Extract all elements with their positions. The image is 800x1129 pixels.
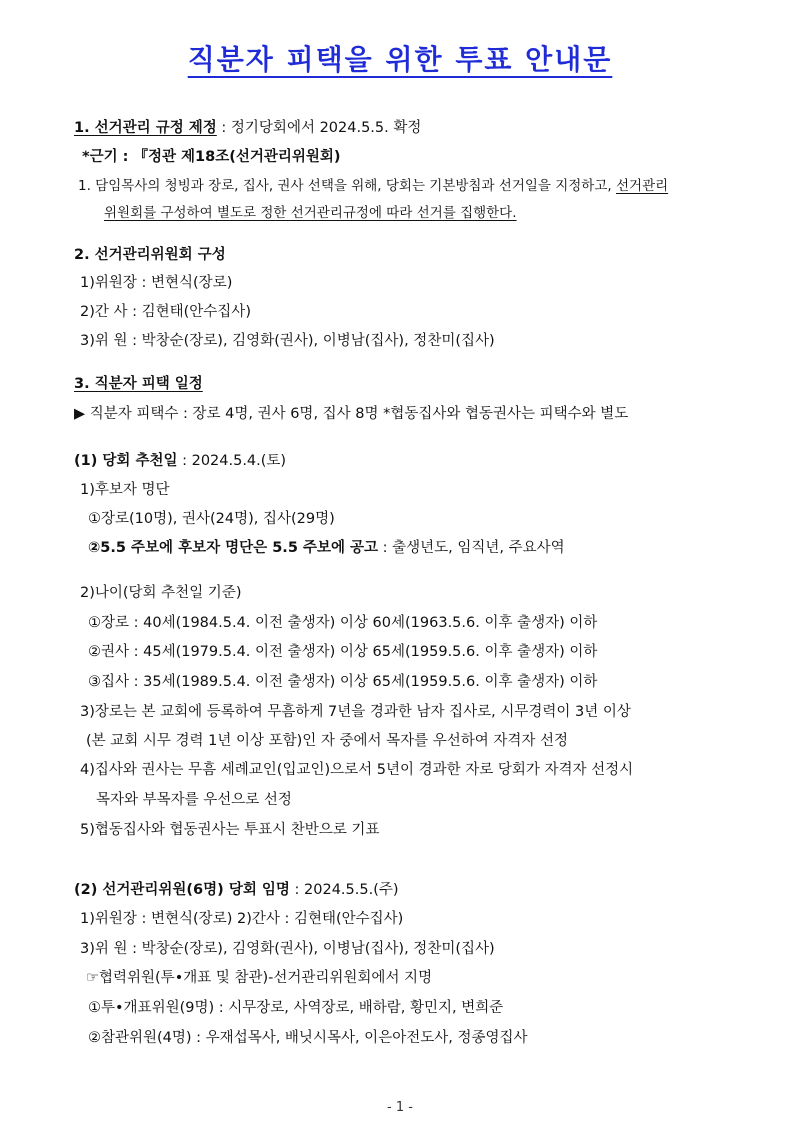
page-number: - 1 - (387, 1100, 413, 1115)
section-1-heading: 1. 선거관리 규정 제정 (74, 120, 217, 136)
candidate-notice-line (88, 538, 565, 558)
deacon-qualification: 4)집사와 권사는 무흠 세례교인(입교인)으로서 5년이 경과한 자로 당회가 자격자 선정시 (80, 762, 634, 778)
age-kwonsa: ②권사 : 45세(1979.5.4. 이전 출생자) 이상 65세(1959.5.6. 이후 출생자) 이하 (88, 644, 598, 660)
age-deacon: ③집사 : 35세(1989.5.4. 이전 출생자) 이상 65세(1959.5.6. 이후 출생자) 이하 (88, 674, 598, 690)
deacon-qualification-cont: 목자와 부목자를 우선으로 선정 (96, 792, 292, 808)
part-1-heading-line (74, 451, 286, 471)
cooperative-voting-rule: 5)협동집사와 협동권사는 투표시 찬반으로 기표 (80, 822, 380, 838)
appointed-members: 3)위 원 : 박창순(장로), 김영화(권사), 이병남(집사), 정찬미(집사) (80, 941, 495, 957)
age-label: 2)나이(당회 추천일 기준) (80, 585, 242, 601)
section-1-heading-detail: : 정기당회에서 2024.5.5. 확정 (216, 120, 422, 136)
elder-qualification: 3)장로는 본 교회에 등록하여 무흠하게 7년을 경과한 남자 집사로, 시무경력이 3년 이상 (80, 704, 631, 720)
candidate-list-label: 1)후보자 명단 (80, 482, 170, 498)
part-2-heading: (2) 선거관리위원(6명) 당회 임명 (74, 882, 290, 898)
section-1-clause-text: 1. 담임목사의 청빙과 장로, 집사, 권사 선택을 위해, 당회는 기본방침과 선거일을 지정하고, (78, 178, 616, 194)
page-title: 직분자 피택을 위한 투표 안내문 (187, 43, 613, 76)
candidate-notice-detail: : 출생년도, 임직년, 주요사역 (378, 540, 565, 556)
section-1-basis: *근기 : 『정관 제18조(선거관리위원회) (82, 149, 341, 165)
age-elder: ①장로 : 40세(1984.5.4. 이전 출생자) 이상 60세(1963.5.6. 이후 출생자) 이하 (88, 615, 598, 631)
appointed-chair-secretary: 1)위원장 : 변현식(장로) 2)간사 : 김현태(안수집사) (80, 911, 404, 927)
section-1-clause-underlined: 선거관리 (615, 178, 669, 194)
candidate-counts: ①장로(10명), 권사(24명), 집사(29명) (88, 511, 335, 527)
section-1-clause-line-1 (78, 176, 668, 196)
part-1-date: : 2024.5.4.(토) (177, 453, 287, 469)
committee-members: 3)위 원 : 박창순(장로), 김영화(권사), 이병남(집사), 정찬미(집사) (80, 333, 495, 349)
section-3-heading: 3. 직분자 피택 일정 (74, 376, 203, 392)
candidate-notice: ②5.5 주보에 후보자 명단은 5.5 주보에 공고 (88, 540, 379, 556)
committee-secretary: 2)간 사 : 김현태(안수집사) (80, 304, 251, 320)
observer-committee: ②참관위원(4명) : 우재섭목사, 배닛시목사, 이은아전도사, 정종영집사 (88, 1030, 528, 1046)
elder-qualification-cont: (본 교회 시무 경력 1년 이상 포함)인 자 중에서 목자를 우선하여 자격자 선정 (86, 733, 569, 749)
section-1-clause-line-2: 위원회를 구성하여 별도로 정한 선거관리규정에 따라 선거를 집행한다. (104, 205, 517, 221)
election-count: ▶ 직분자 피택수 : 장로 4명, 권사 6명, 집사 8명 *협동집사와 협동권사는 피택수와 별도 (74, 406, 629, 422)
section-1-heading-line (74, 118, 421, 138)
committee-chair: 1)위원장 : 변현식(장로) (80, 275, 233, 291)
part-2-date: : 2024.5.5.(주) (289, 882, 399, 898)
part-1-heading: (1) 당회 추천일 (74, 453, 178, 469)
section-2-heading: 2. 선거관리위원회 구성 (74, 247, 226, 263)
part-2-heading-line (74, 880, 399, 900)
assisting-committee-note: ☞협력위원(투•개표 및 참관)-선거관리위원회에서 지명 (86, 970, 433, 986)
vote-count-committee: ①투•개표위원(9명) : 시무장로, 사역장로, 배하람, 황민지, 변희준 (88, 1000, 504, 1016)
